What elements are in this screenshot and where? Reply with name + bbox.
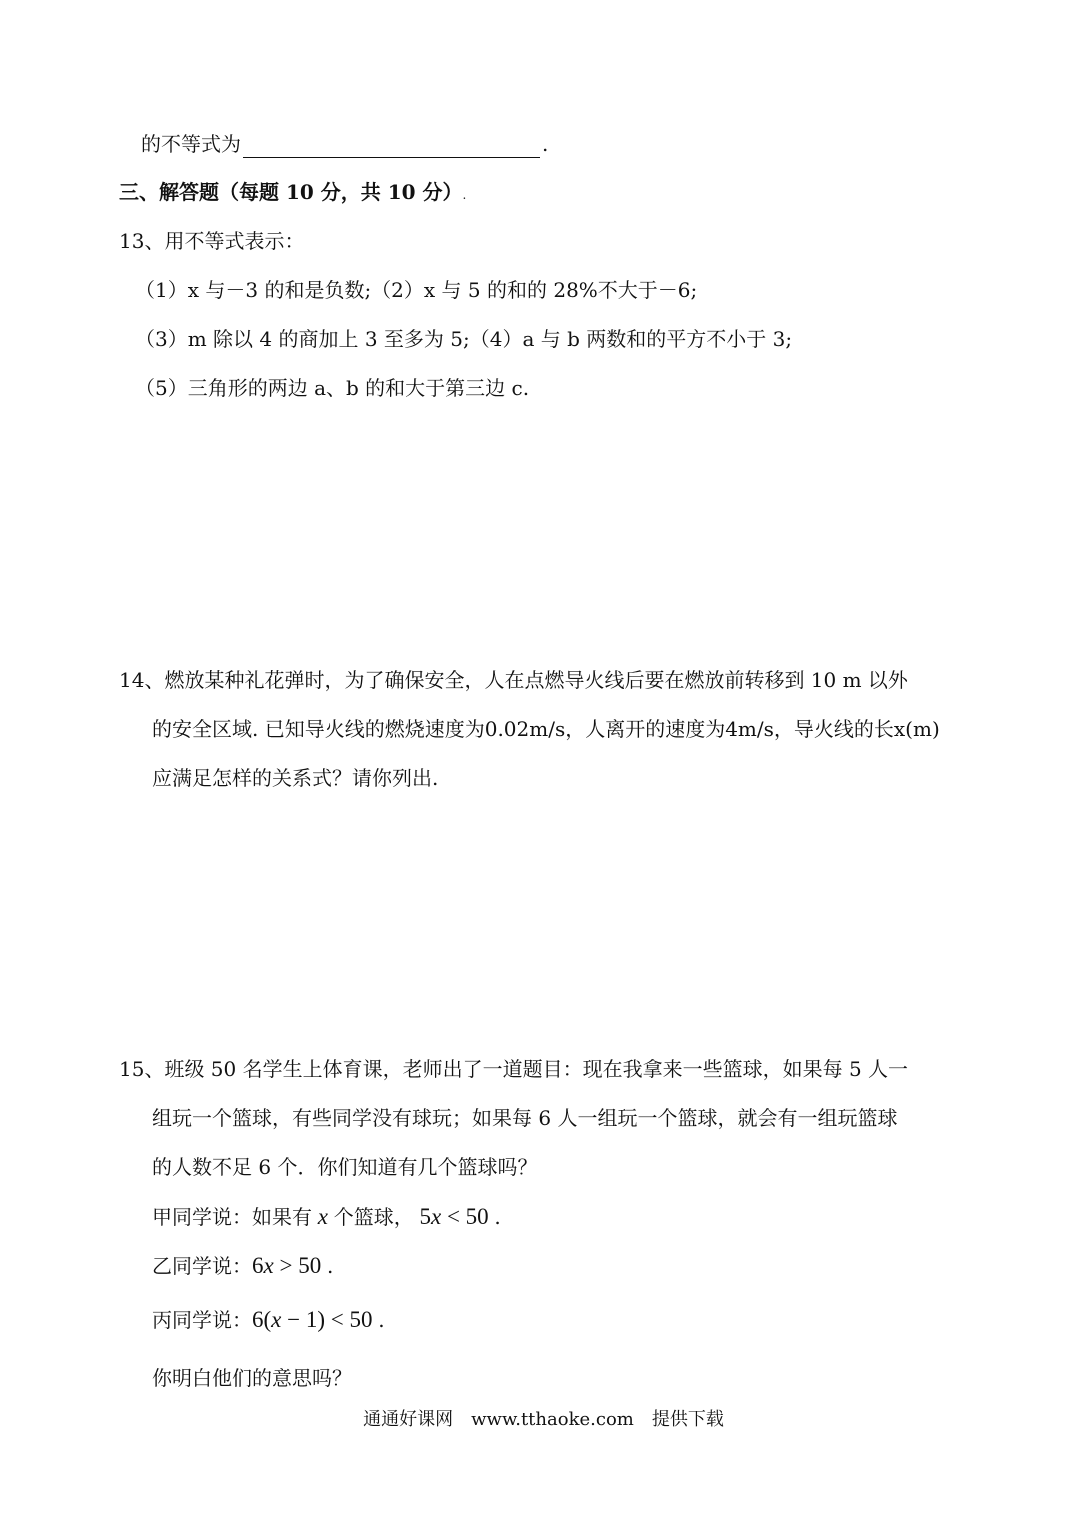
q15-line-3: 的人数不足 6 个．你们知道有几个篮球吗？ xyxy=(152,1155,538,1179)
section-heading-text: 三、解答题（每题 10 分，共 10 分） xyxy=(119,180,463,204)
jia-prefix: 甲同学说：如果有 xyxy=(152,1205,312,1229)
section-heading xyxy=(119,178,466,209)
q13-item-2: （3）m 除以 4 的商加上 3 至多为 5;（4）a 与 b 两数和的平方不小于 3; xyxy=(135,327,793,351)
q14-line-1: 14、燃放某种礼花弹时，为了确保安全，人在点燃导火线后要在燃放前转移到 10 m 以外 xyxy=(119,668,908,692)
q13-item-3: （5）三角形的两边 a、b 的和大于第三边 c. xyxy=(135,376,530,400)
q15-closing: 你明白他们的意思吗？ xyxy=(152,1366,352,1390)
bing-end: . xyxy=(378,1308,385,1332)
bing-prefix: 丙同学说： xyxy=(152,1308,252,1332)
q14-line-2: 的安全区域. 已知导火线的燃烧速度为0.02m/s，人离开的速度为4m/s，导火线的长x(m) xyxy=(152,717,940,741)
fill-blank-end: . xyxy=(542,132,549,156)
q15-line-1: 15、班级 50 名学生上体育课，老师出了一道题目：现在我拿来一些篮球，如果每 5 人一 xyxy=(119,1057,909,1081)
jia-var: x xyxy=(317,1204,328,1229)
q15-student-yi xyxy=(152,1252,333,1280)
q15-student-bing xyxy=(152,1306,385,1334)
q13-item-1: （1）x 与－3 的和是负数;（2）x 与 5 的和的 28%不大于－6; xyxy=(135,278,698,302)
q13-stem: 13、用不等式表示： xyxy=(119,229,305,253)
yi-expression: 6x > 50 xyxy=(252,1253,322,1278)
yi-end: . xyxy=(326,1254,334,1278)
q14-line-3: 应满足怎样的关系式？请你列出. xyxy=(152,766,439,790)
jia-expression: 5x < 50 xyxy=(419,1204,489,1229)
q15-student-jia xyxy=(152,1203,501,1231)
jia-end: . xyxy=(494,1205,501,1229)
yi-prefix: 乙同学说： xyxy=(152,1254,252,1278)
fill-blank-line xyxy=(141,130,548,158)
jia-mid: 个篮球， xyxy=(333,1205,414,1229)
fill-blank-prefix: 的不等式为 xyxy=(141,132,241,156)
bing-expression: 6(x − 1) < 50 xyxy=(252,1307,373,1332)
q15-line-2: 组玩一个篮球，有些同学没有球玩；如果每 6 人一组玩一个篮球，就会有一组玩篮球 xyxy=(152,1106,898,1130)
page-footer: 通通好课网 www.tthaoke.com 提供下载 xyxy=(363,1409,724,1430)
section-heading-tail: . xyxy=(462,188,467,202)
answer-blank[interactable] xyxy=(243,135,540,158)
